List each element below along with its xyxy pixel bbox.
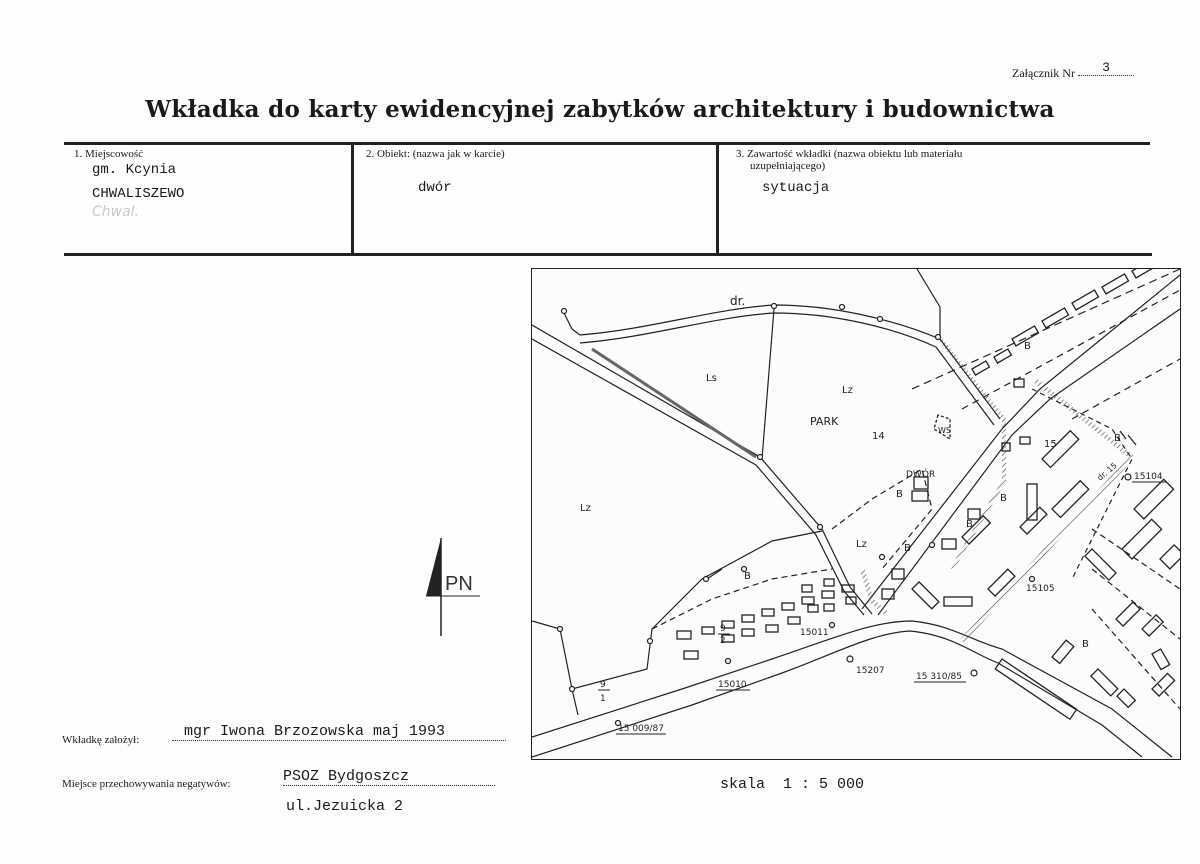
founder-label: Wkładkę założył:: [62, 734, 140, 746]
founder-value: mgr Iwona Brzozowska maj 1993: [172, 723, 506, 741]
negatives-label: Miejsce przechowywania negatywów:: [62, 778, 231, 790]
negatives-location: PSOZ Bydgoszcz: [283, 768, 495, 786]
form-top-rule: [64, 142, 1150, 145]
label-plot-14: 14: [872, 431, 885, 442]
label-15207: 15207: [856, 666, 885, 676]
location-commune: gm. Kcynia: [92, 162, 177, 178]
object-value: dwór: [418, 180, 452, 196]
label-b-2: B: [904, 543, 911, 554]
site-map-drawing: [532, 269, 1180, 759]
road-west-fill: [592, 349, 756, 457]
label-lz-west: Lz: [580, 503, 591, 514]
label-plot-15: 15: [1044, 439, 1057, 450]
form-bottom-rule: [64, 253, 1152, 256]
label-15105: 15105: [1026, 584, 1055, 594]
label-park: PARK: [810, 415, 839, 428]
road-west-edge: [532, 339, 864, 615]
label-b-4: B: [1024, 341, 1031, 352]
label-road-dr: dr.: [730, 294, 746, 308]
label-lz-south: Lz: [856, 539, 867, 550]
label-ls: Ls: [706, 373, 717, 384]
label-b-3: B: [744, 571, 751, 582]
road-south: [532, 621, 1172, 757]
label-ws: WS: [938, 426, 951, 435]
content-label-cont: uzupełniającego): [750, 160, 826, 172]
label-15010: 15010: [718, 680, 747, 690]
attachment-label: Załącznik Nr: [1012, 66, 1075, 80]
location-handwritten-note: Chwal.: [92, 204, 140, 220]
location-village: CHWALISZEWO: [92, 186, 185, 202]
object-label: 2. Obiekt: (nazwa jak w karcie): [366, 148, 505, 160]
label-frac2-bot: 1: [600, 694, 606, 704]
attachment-value: 3: [1078, 60, 1134, 76]
label-lz-park: Lz: [842, 385, 853, 396]
label-15310: 15 310/85: [916, 672, 962, 682]
form-divider-2: [716, 144, 719, 254]
label-b-6: B: [1000, 493, 1007, 504]
attachment-number: [1012, 60, 1134, 82]
label-dwor: DWÓR: [906, 470, 936, 480]
label-b-1: B: [896, 489, 903, 500]
north-arrow-label: PN: [445, 573, 473, 595]
label-frac-top: 9: [720, 624, 726, 634]
label-b-5: B: [966, 519, 973, 530]
location-label: 1. Miejscowość: [74, 148, 144, 160]
label-frac-bot: 2: [720, 636, 726, 646]
content-label: 3. Zawartość wkładki (nazwa obiektu lub materiału: [736, 148, 963, 160]
north-arrow-icon: [420, 536, 490, 638]
label-15011: 15011: [800, 628, 829, 638]
survey-points: [558, 304, 1132, 726]
label-frac2-top: 9: [600, 680, 606, 690]
map-scale: skala 1 : 5 000: [720, 776, 865, 793]
content-value: sytuacja: [762, 180, 830, 196]
label-b-7: B: [1114, 433, 1121, 444]
label-dr-15: dr. 15: [1095, 460, 1119, 483]
site-map: [531, 268, 1181, 760]
form-divider-1: [351, 144, 354, 254]
label-15104: 15104: [1134, 472, 1163, 482]
road-dr-edge: [580, 313, 994, 425]
label-15009: 15 009/87: [618, 724, 664, 734]
document-title: Wkładka do karty ewidencyjnej zabytków architektury i budownictwa: [145, 96, 1055, 123]
negatives-address: ul.Jezuicka 2: [286, 798, 404, 815]
label-b-8: B: [1082, 639, 1089, 650]
